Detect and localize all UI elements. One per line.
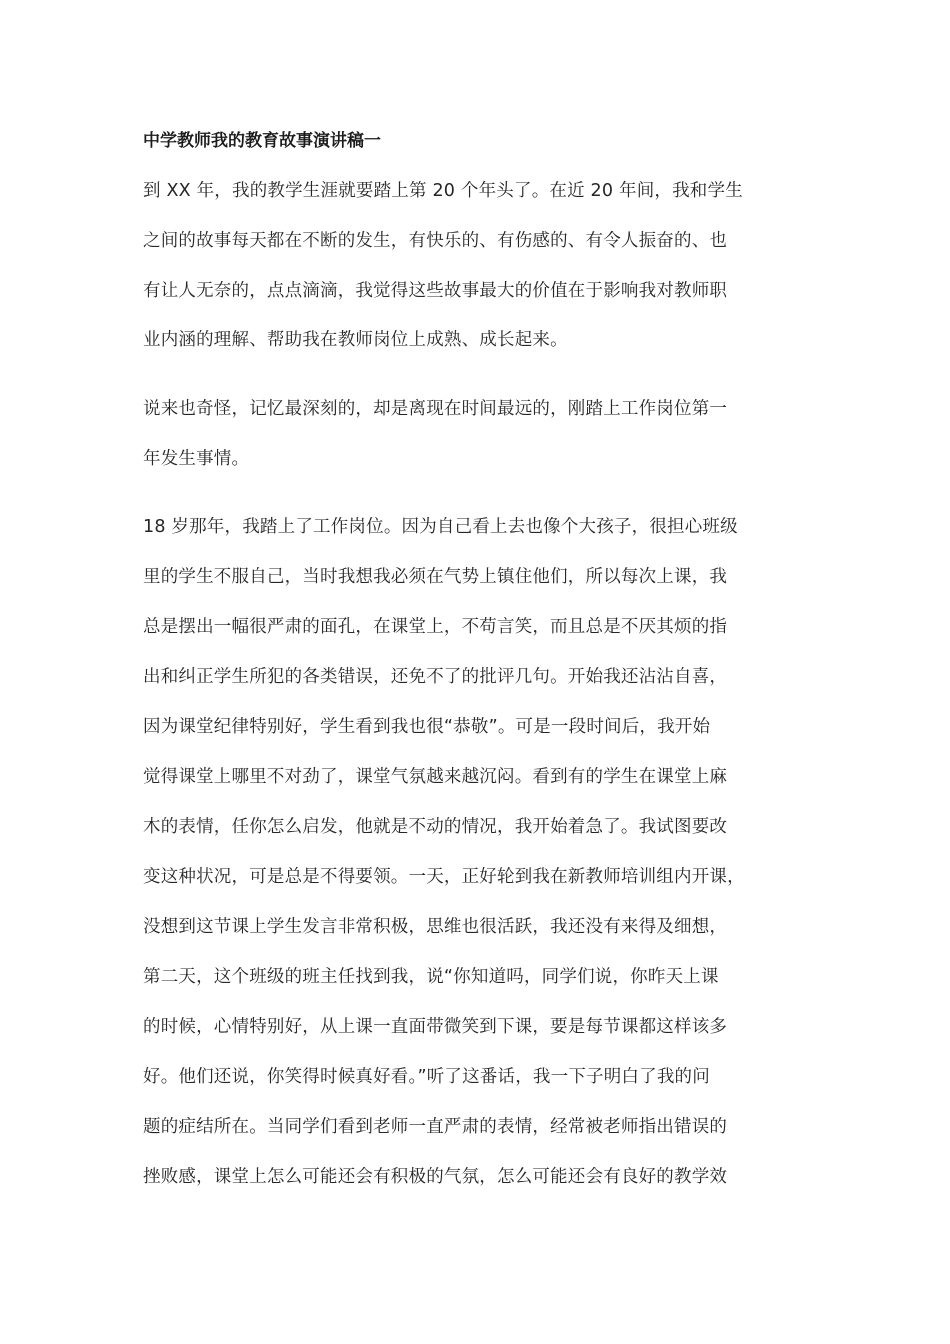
- paragraph-2-line-2: 年发生事情。: [143, 449, 250, 469]
- paragraph-3-line-10: 第二天，这个班级的班主任找到我，说“你知道吗，同学们说，你昨天上课: [143, 967, 719, 987]
- paragraph-3-line-2: 里的学生不服自己，当时我想我必须在气势上镇住他们，所以每次上课，我: [143, 567, 728, 587]
- paragraph-2-line-1: 说来也奇怪，记忆最深刻的，却是离现在时间最远的，刚踏上工作岗位第一: [143, 399, 728, 419]
- paragraph-3-line-11: 的时候，心情特别好，从上课一直面带微笑到下课，要是每节课都这样该多: [143, 1017, 728, 1037]
- paragraph-1-line-4: 业内涵的理解、帮助我在教师岗位上成熟、成长起来。: [143, 330, 568, 350]
- paragraph-3-line-13: 题的症结所在。当同学们看到老师一直严肃的表情，经常被老师指出错误的: [143, 1117, 728, 1137]
- paragraph-3-line-7: 木的表情，任你怎么启发，他就是不动的情况，我开始着急了。我试图要改: [143, 817, 728, 837]
- document-title: 中学教师我的教育故事演讲稿一: [143, 131, 381, 151]
- paragraph-1-line-3: 有让人无奈的，点点滴滴，我觉得这些故事最大的价值在于影响我对教师职: [143, 281, 728, 301]
- paragraph-3-line-3: 总是摆出一幅很严肃的面孔，在课堂上，不苟言笑，而且总是不厌其烦的指: [143, 617, 728, 637]
- paragraph-3-line-14: 挫败感，课堂上怎么可能还会有积极的气氛，怎么可能还会有良好的教学效: [143, 1167, 728, 1187]
- paragraph-3-line-9: 没想到这节课上学生发言非常积极，思维也很活跃，我还没有来得及细想，: [143, 917, 728, 937]
- paragraph-3-line-8: 变这种状况，可是总是不得要领。一天，正好轮到我在新教师培训组内开课，: [143, 867, 745, 887]
- paragraph-3-line-4: 出和纠正学生所犯的各类错误，还免不了的批评几句。开始我还沾沾自喜，: [143, 667, 728, 687]
- paragraph-1-line-1: 到 XX 年，我的教学生涯就要踏上第 20 个年头了。在近 20 年间，我和学生: [143, 181, 743, 201]
- paragraph-1-line-2: 之间的故事每天都在不断的发生，有快乐的、有伤感的、有令人振奋的、也: [143, 231, 728, 251]
- paragraph-3-line-12: 好。他们还说，你笑得时候真好看。”听了这番话，我一下子明白了我的问: [143, 1067, 710, 1087]
- paragraph-3-line-6: 觉得课堂上哪里不对劲了，课堂气氛越来越沉闷。看到有的学生在课堂上麻: [143, 767, 728, 787]
- paragraph-3-line-1: 18 岁那年，我踏上了工作岗位。因为自己看上去也像个大孩子，很担心班级: [143, 517, 738, 537]
- paragraph-3-line-5: 因为课堂纪律特别好，学生看到我也很“恭敬”。可是一段时间后，我开始: [143, 717, 711, 737]
